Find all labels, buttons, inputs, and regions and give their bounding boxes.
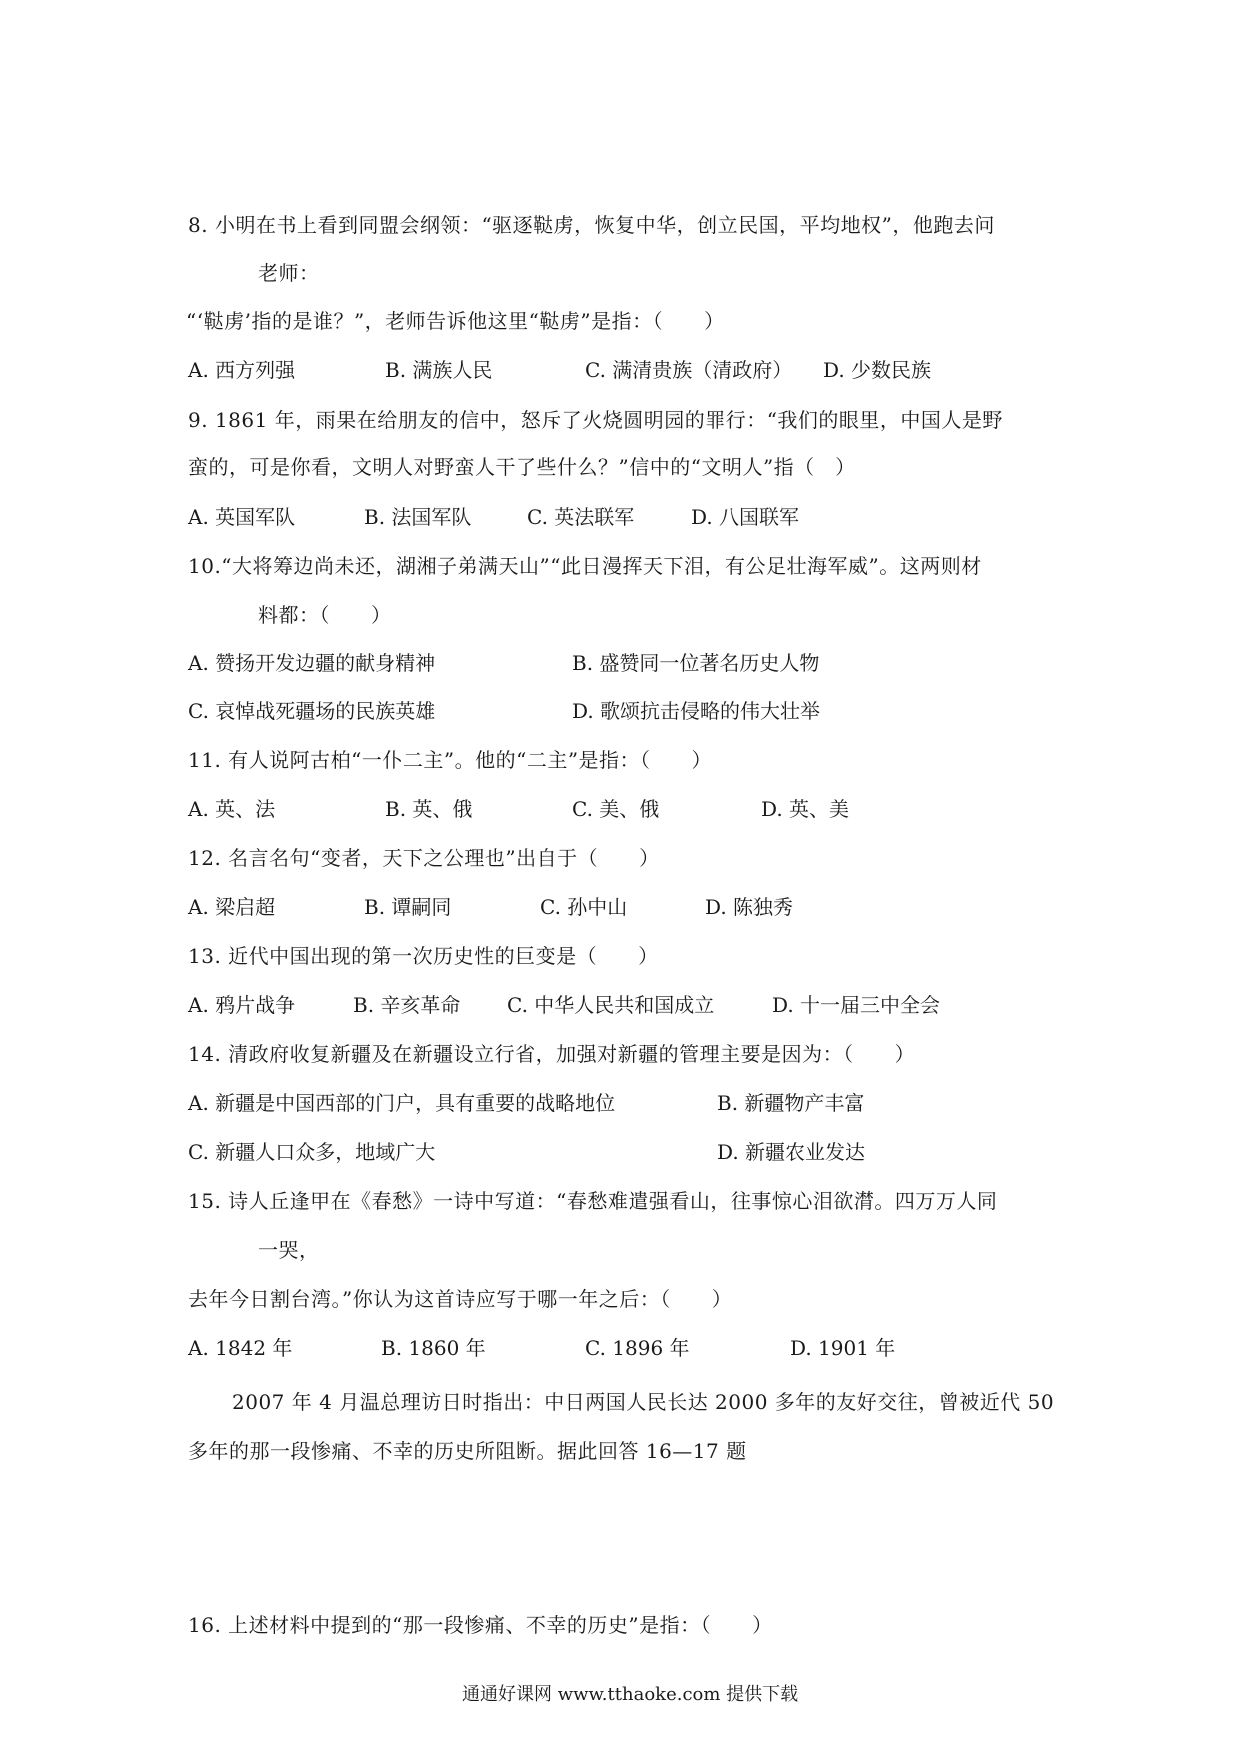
q13-option-a: A. 鸦片战争	[188, 993, 296, 1017]
q12-option-c: C. 孙中山	[540, 895, 628, 919]
q14-option-a: A. 新疆是中国西部的门户，具有重要的战略地位	[188, 1091, 616, 1115]
footer-download-note: 通通好课网 www.tthaoke.com 提供下载	[462, 1684, 799, 1705]
q10-stem-line1: 10.“大将筹边尚未还，湖湘子弟满天山”“此日漫挥天下泪，有公足壮海军威”。这两则材	[188, 554, 982, 578]
q11-option-b: B. 英、俄	[385, 797, 473, 821]
q15-option-a: A. 1842 年	[188, 1336, 293, 1360]
q13-option-d: D. 十一届三中全会	[772, 993, 941, 1017]
q15-stem-line2: 一哭，	[258, 1238, 320, 1262]
q9-option-c: C. 英法联军	[527, 505, 635, 529]
q9-stem-line1: 9. 1861 年，雨果在给朋友的信中，怒斥了火烧圆明园的罪行：“我们的眼里，中国人是野	[188, 408, 1003, 432]
q9-option-a: A. 英国军队	[188, 505, 296, 529]
q8-stem-line3: “‘鞑虏’指的是谁？”，老师告诉他这里“鞑虏”是指：（ ）	[186, 309, 725, 333]
q14-stem-line1: 14. 清政府收复新疆及在新疆设立行省，加强对新疆的管理主要是因为：（ ）	[188, 1042, 916, 1066]
q8-stem-line2: 老师：	[258, 261, 320, 285]
q13-option-c: C. 中华人民共和国成立	[507, 993, 715, 1017]
q9-option-d: D. 八国联军	[691, 505, 800, 529]
q14-option-d: D. 新疆农业发达	[717, 1140, 866, 1164]
q12-option-b: B. 谭嗣同	[364, 895, 452, 919]
q12-stem-line1: 12. 名言名句“变者，天下之公理也”出自于（ ）	[188, 846, 660, 870]
q11-option-c: C. 美、俄	[572, 797, 660, 821]
q14-option-c: C. 新疆人口众多，地域广大	[188, 1140, 436, 1164]
q12-option-d: D. 陈独秀	[705, 895, 794, 919]
q15-stem-line3: 去年今日割台湾。”你认为这首诗应写于哪一年之后：（ ）	[188, 1287, 733, 1311]
q8-stem-line1: 8. 小明在书上看到同盟会纲领：“驱逐鞑虏，恢复中华，创立民国，平均地权”，他跑去问	[188, 213, 995, 237]
q10-option-d: D. 歌颂抗击侵略的伟大壮举	[572, 699, 821, 723]
q12-option-a: A. 梁启超	[188, 895, 276, 919]
material-line1: 2007 年 4 月温总理访日时指出：中日两国人民长达 2000 多年的友好交往，曾被近代 50	[232, 1390, 1055, 1414]
q10-option-b: B. 盛赞同一位著名历史人物	[572, 651, 820, 675]
q14-option-b: B. 新疆物产丰富	[717, 1091, 865, 1115]
q11-option-a: A. 英、法	[188, 797, 276, 821]
q15-option-b: B. 1860 年	[381, 1336, 486, 1360]
q15-option-d: D. 1901 年	[790, 1336, 896, 1360]
q8-option-d: D. 少数民族	[823, 358, 932, 382]
q10-stem-line2: 料都：（ ）	[258, 603, 392, 627]
q8-option-c: C. 满清贵族（清政府）	[585, 358, 793, 382]
q11-stem-line1: 11. 有人说阿古柏“一仆二主”。他的“二主”是指：（ ）	[188, 748, 713, 772]
q15-stem-line1: 15. 诗人丘逢甲在《春愁》一诗中写道：“春愁难遣强看山，往事惊心泪欲潸。四万万人同	[188, 1189, 998, 1213]
material-line2: 多年的那一段惨痛、不幸的历史所阻断。据此回答 16—17 题	[188, 1439, 747, 1463]
q9-stem-line2: 蛮的，可是你看，文明人对野蛮人干了些什么？”信中的“文明人”指（ ）	[188, 455, 856, 479]
q8-option-b: B. 满族人民	[385, 358, 493, 382]
q11-option-d: D. 英、美	[761, 797, 850, 821]
q10-option-c: C. 哀悼战死疆场的民族英雄	[188, 699, 436, 723]
q13-stem-line1: 13. 近代中国出现的第一次历史性的巨变是（ ）	[188, 944, 659, 968]
q9-option-b: B. 法国军队	[364, 505, 472, 529]
q16-stem-line1: 16. 上述材料中提到的“那一段惨痛、不幸的历史”是指：（ ）	[188, 1613, 773, 1637]
q8-option-a: A. 西方列强	[188, 358, 296, 382]
q13-option-b: B. 辛亥革命	[353, 993, 461, 1017]
q10-option-a: A. 赞扬开发边疆的献身精神	[188, 651, 436, 675]
q15-option-c: C. 1896 年	[585, 1336, 690, 1360]
